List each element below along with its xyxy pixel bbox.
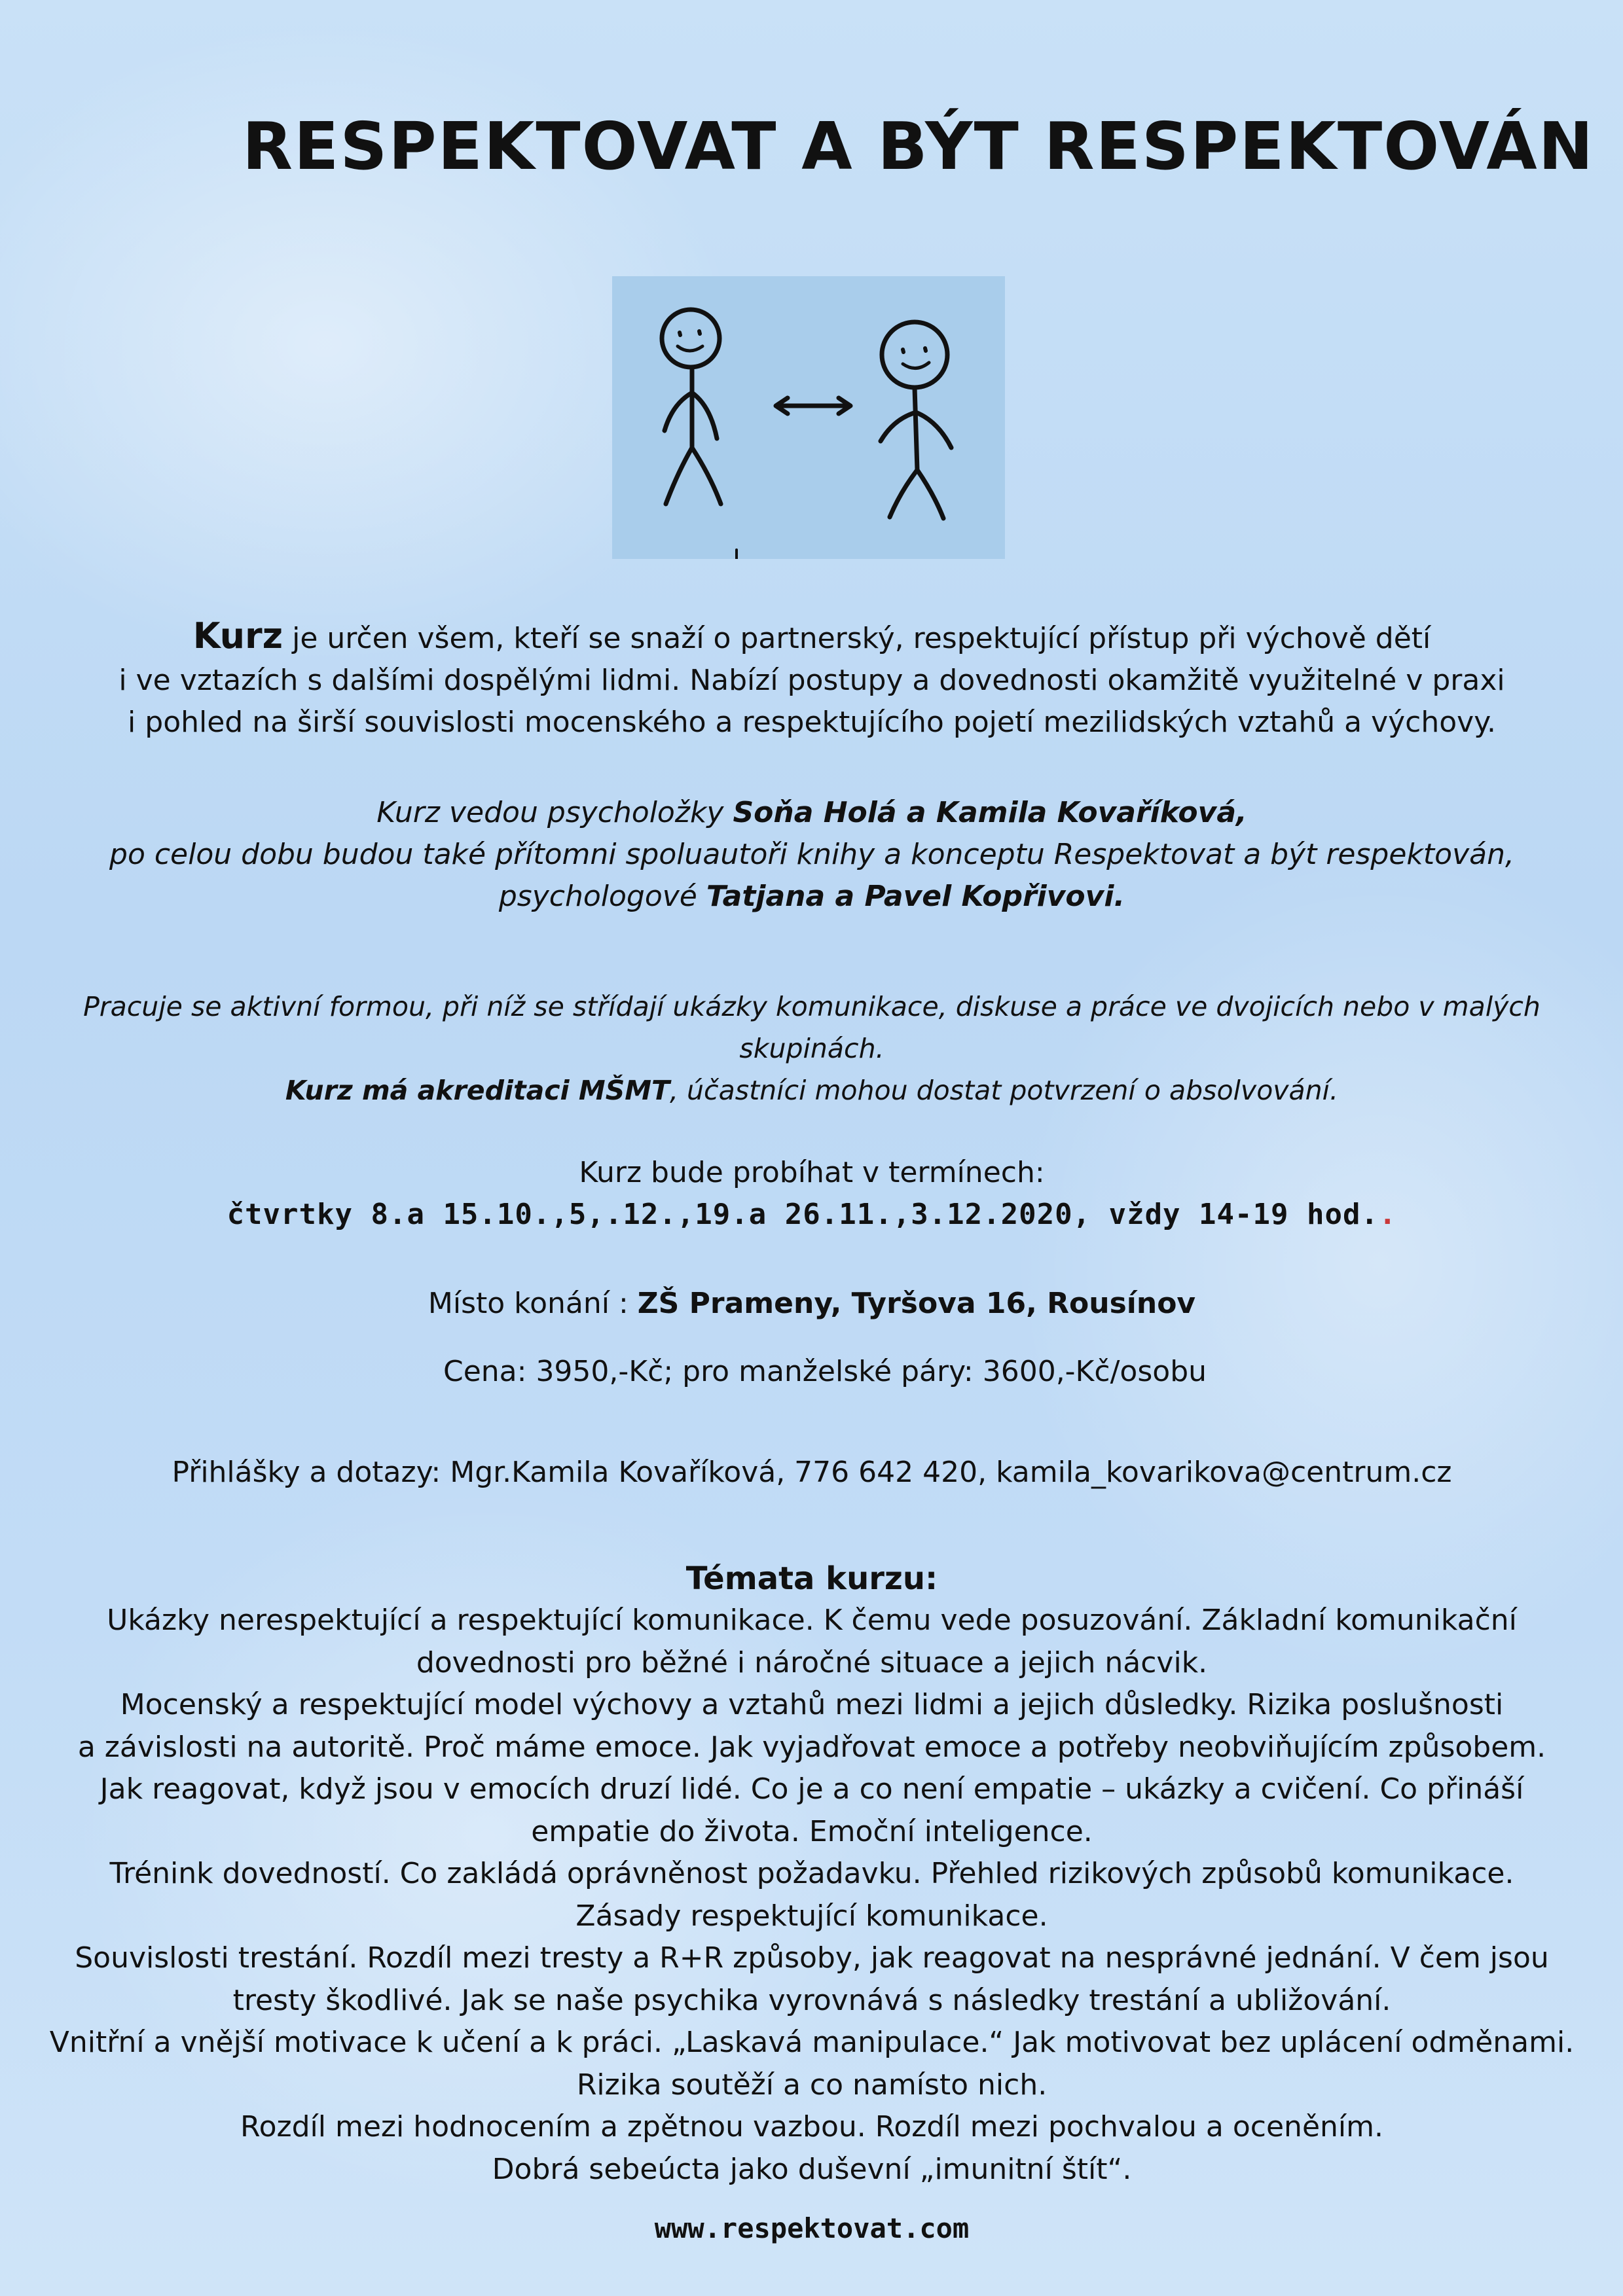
format-line-1: Pracuje se aktivní formou, při níž se střídají ukázky komunikace, diskuse a práce ve dvojicích nebo v malých: [83, 991, 1541, 1022]
topic-line: Souvislosti trestání. Rozdíl mezi tresty a R+R způsoby, jak reagovat na nesprávné jednání. V čem jsou: [75, 1941, 1549, 1975]
intro-line-2: i ve vztazích s dalšími dospělými lidmi. Nabízí postupy a dovednosti okamžitě využitelné v praxi: [119, 664, 1505, 697]
price: Cena: 3950,-Kč; pro manželské páry: 3600,-Kč/osobu: [443, 1355, 1207, 1388]
topics-heading: Témata kurzu:: [685, 1560, 938, 1597]
venue-value: ZŠ Prameny, Tyršova 16, Rousínov: [637, 1287, 1196, 1320]
format-line-2: skupinách.: [739, 1033, 884, 1064]
lecturers-paragraph: [39, 792, 1584, 918]
venue-label: Místo konání :: [428, 1287, 638, 1320]
topics-list: [39, 1600, 1584, 2191]
topic-line: Ukázky nerespektující a respektující komunikace. K čemu vede posuzování. Základní komunikační: [107, 1604, 1517, 1637]
stick-figures-mutual-arrow-icon: [612, 276, 1005, 559]
topic-line: dovednosti pro běžné i náročné situace a jejich nácvik.: [416, 1645, 1208, 1679]
website-link[interactable]: www.respektovat.com: [654, 2212, 970, 2244]
topic-line: Rizika soutěží a co namísto nich.: [576, 2068, 1048, 2102]
topic-line: a závislosti na autoritě. Proč máme emoce. Jak vyjadřovat emoce a potřeby neobviňujícím způsobem.: [77, 1730, 1546, 1764]
lecturers-line-3: psychologové Tatjana a Pavel Kopřivovi.: [498, 880, 1125, 913]
contact: Přihlášky a dotazy: Mgr.Kamila Kovaříková, 776 642 420, kamila_kovarikova@centrum.cz: [172, 1456, 1452, 1489]
topic-line: tresty škodlivé. Jak se naše psychika vyrovnává s následky trestání a ubližování.: [232, 1983, 1391, 2017]
schedule-dates: čtvrtky 8.a 15.10.,5,.12.,19.a 26.11.,3.12.2020, vždy 14-19 hod..: [227, 1198, 1397, 1231]
topic-line: empatie do života. Emoční inteligence.: [531, 1814, 1093, 1848]
topic-line: Jak reagovat, když jsou v emocích druzí lidé. Co je a co není empatie – ukázky a cvičení. Co přináší: [100, 1772, 1524, 1806]
topic-line: Trénink dovedností. Co zakládá oprávněnost požadavku. Přehled rizikových způsobů komunikace.: [109, 1857, 1514, 1890]
schedule: [39, 1152, 1584, 1236]
topic-line: Rozdíl mezi hodnocením a zpětnou vazbou. Rozdíl mezi pochvalou a oceněním.: [240, 2110, 1383, 2144]
topic-line: Dobrá sebeúcta jako duševní „imunitní štít“.: [492, 2152, 1132, 2186]
intro-line-3: i pohled na širší souvislosti mocenského a respektujícího pojetí mezilidských vztahů a výchovy.: [128, 706, 1496, 739]
format-line-3: Kurz má akreditaci MŠMT, účastníci mohou dostat potvrzení o absolvování.: [285, 1075, 1339, 1106]
intro-line-1: Kurz je určen všem, kteří se snaží o partnerský, respektující přístup při výchově dětí: [192, 615, 1431, 656]
format-paragraph: [39, 986, 1584, 1111]
topic-line: Mocenský a respektující model výchovy a vztahů mezi lidmi a jejich důsledky. Rizika poslušnosti: [120, 1688, 1504, 1721]
topics-section: [39, 1558, 1584, 2191]
venue: [39, 1283, 1584, 1325]
lecturers-line-1: Kurz vedou psycholožky Soňa Holá a Kamila Kovaříková,: [376, 796, 1247, 829]
illustration: [612, 276, 1005, 559]
lecturers-line-2: po celou dobu budou také přítomni spoluautoři knihy a konceptu Respektovat a být respektován,: [109, 838, 1514, 871]
intro-lead: Kurz: [192, 615, 283, 656]
topic-line: Vnitřní a vnější motivace k učení a k práci. „Laskavá manipulace.“ Jak motivovat bez uplácení odměnami.: [49, 2026, 1575, 2059]
intro-paragraph: [39, 615, 1584, 744]
schedule-label: Kurz bude probíhat v termínech:: [579, 1156, 1045, 1189]
page-title: RESPEKTOVAT A BÝT RESPEKTOVÁN: [242, 108, 1595, 185]
topic-line: Zásady respektující komunikace.: [575, 1899, 1048, 1933]
